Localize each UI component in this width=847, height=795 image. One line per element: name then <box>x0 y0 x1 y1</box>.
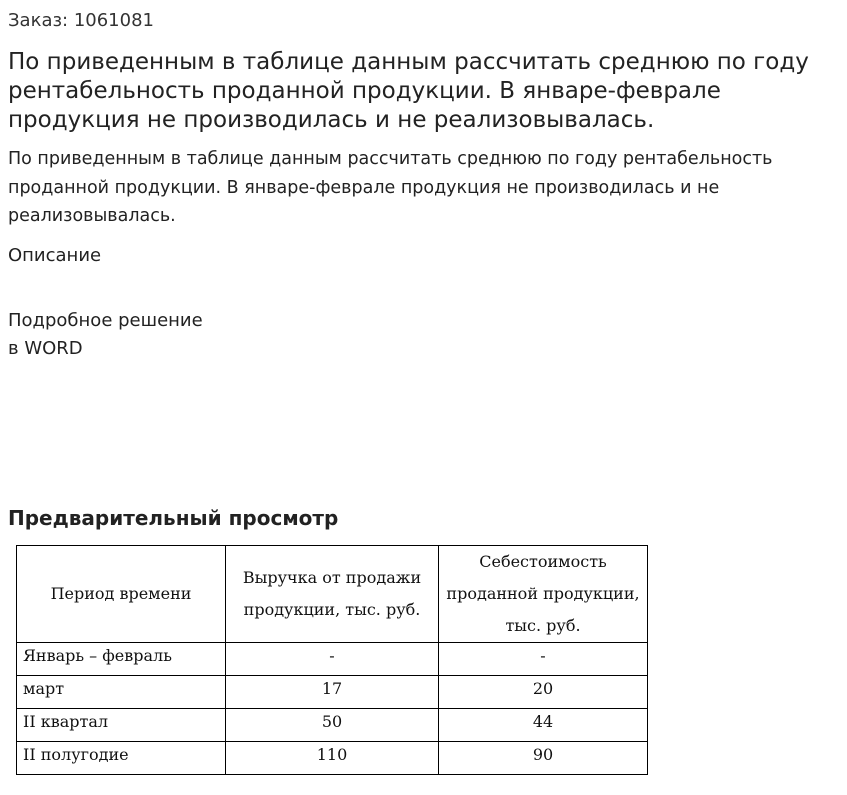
task-description-text: По приведенным в таблице данным рассчитать среднюю по году рентабельность проданной продукции. В январе-феврале продукция не производилась и не реализовывалась. <box>8 149 773 226</box>
table-row <box>17 709 648 742</box>
task-headline: По приведенным в таблице данным рассчитать среднюю по году рентабельность проданной продукции. В январе-феврале продукция не производилась и не реализовывалась. <box>8 49 809 133</box>
period-cell: II полугодие <box>17 742 226 775</box>
header-period: Период времени <box>50 584 192 603</box>
table-header-row <box>17 546 648 643</box>
table-header-cell <box>17 546 226 643</box>
preview-data-table <box>16 545 648 775</box>
solution-line-1: Подробное решение <box>8 310 203 331</box>
period-cell: II квартал <box>17 709 226 742</box>
order-number: Заказ: 1061081 <box>8 10 154 31</box>
revenue-cell: 17 <box>226 676 439 709</box>
header-revenue: Выручка от продажи продукции, тыс. руб. <box>242 568 422 619</box>
table-row <box>17 643 648 676</box>
header-cost: Себестоимость проданной продукции, тыс. руб. <box>446 552 640 635</box>
solution-line-2: в WORD <box>8 338 83 359</box>
period-cell: март <box>17 676 226 709</box>
revenue-cell: 110 <box>226 742 439 775</box>
revenue-cell: 50 <box>226 709 439 742</box>
cost-cell: 44 <box>439 709 648 742</box>
table-header-cell <box>439 546 648 643</box>
cost-cell: 20 <box>439 676 648 709</box>
preview-title: Предварительный просмотр <box>8 506 339 530</box>
table-header-cell <box>226 546 439 643</box>
solution-info <box>8 307 203 363</box>
cost-cell: 90 <box>439 742 648 775</box>
cost-cell: - <box>439 643 648 676</box>
revenue-cell: - <box>226 643 439 676</box>
table-row <box>17 742 648 775</box>
period-cell: Январь – февраль <box>17 643 226 676</box>
table-row <box>17 676 648 709</box>
description-section-label: Описание <box>8 245 102 266</box>
